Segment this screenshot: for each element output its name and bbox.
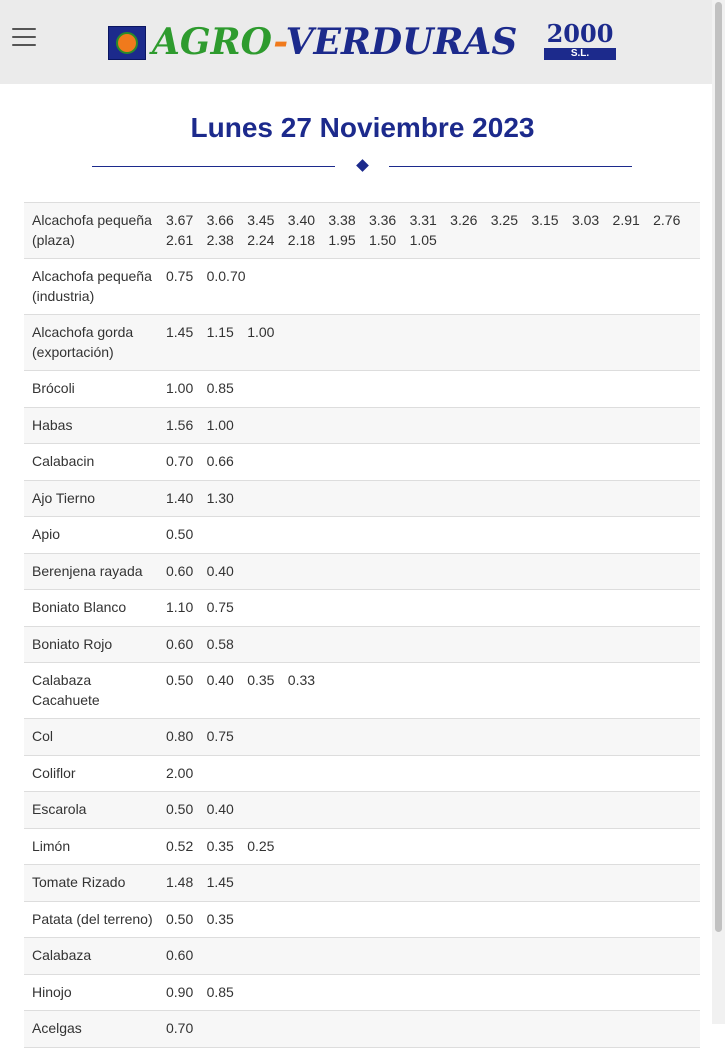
price-value: 0.70 — [166, 453, 194, 469]
product-name: Coliflor — [24, 755, 158, 792]
table-row — [24, 315, 700, 371]
price-value: 0.50 — [166, 910, 194, 927]
table-row — [24, 444, 700, 481]
price-value: 1.30 — [206, 489, 234, 506]
price-value: 2.76 — [653, 212, 681, 228]
product-prices — [158, 755, 700, 792]
table-row — [24, 865, 700, 902]
price-value: 3.66 — [206, 212, 234, 228]
price-value: 3.36 — [368, 212, 397, 228]
table-row — [24, 203, 700, 259]
table-row — [24, 719, 700, 756]
product-name: Calabaza Cacahuete — [24, 663, 158, 719]
product-prices — [158, 1011, 700, 1048]
price-value: 0.35 — [206, 837, 234, 854]
product-name: Tomate Rizado — [24, 865, 158, 902]
product-name: Calabaza — [24, 938, 158, 975]
price-value: 2.61 — [166, 231, 194, 248]
table-row — [24, 480, 700, 517]
price-table — [24, 202, 700, 1048]
product-name: Hinojo — [24, 974, 158, 1011]
price-value: 2.18 — [287, 231, 316, 248]
product-name: Patata (del terreno) — [24, 901, 158, 938]
price-value: 1.15 — [206, 324, 234, 340]
product-prices — [158, 480, 700, 517]
table-row — [24, 792, 700, 829]
price-value: 0.60 — [166, 947, 194, 963]
table-row — [24, 974, 700, 1011]
price-value: 0.90 — [166, 983, 194, 1000]
table-row — [24, 626, 700, 663]
product-prices — [158, 517, 700, 554]
product-name: Alcachofa gorda (exportación) — [24, 315, 158, 371]
product-name: Habas — [24, 407, 158, 444]
price-value: 1.10 — [166, 599, 194, 615]
price-value: 0.35 — [206, 910, 234, 927]
price-value: 0.52 — [166, 837, 194, 854]
price-value: 0.80 — [166, 728, 194, 744]
price-value: 0.75 — [206, 728, 234, 744]
price-value: 1.00 — [247, 324, 275, 340]
price-value: 0.50 — [166, 672, 194, 688]
product-prices — [158, 590, 700, 627]
product-name: Ajo Tierno — [24, 480, 158, 517]
price-value: 0.75 — [166, 268, 194, 284]
table-row — [24, 259, 700, 315]
table-row — [24, 371, 700, 408]
product-prices — [158, 259, 700, 315]
product-name: Boniato Blanco — [24, 590, 158, 627]
price-value: 0.40 — [206, 672, 234, 688]
site-logo[interactable] — [108, 19, 618, 63]
price-value: 2.38 — [206, 231, 234, 248]
product-prices — [158, 626, 700, 663]
product-prices — [158, 444, 700, 481]
product-name: Col — [24, 719, 158, 756]
table-row — [24, 755, 700, 792]
logo-year: 2000 S.L. — [544, 22, 616, 60]
price-value: 0.60 — [166, 635, 194, 652]
product-name: Acelgas — [24, 1011, 158, 1048]
table-row — [24, 517, 700, 554]
product-name: Escarola — [24, 792, 158, 829]
table-row — [24, 663, 700, 719]
price-value: 2.91 — [612, 212, 640, 228]
price-value: 3.25 — [490, 212, 518, 228]
table-row — [24, 901, 700, 938]
product-prices — [158, 974, 700, 1011]
price-value: 0.0.70 — [206, 268, 246, 284]
table-row — [24, 828, 700, 865]
title-divider — [92, 160, 632, 172]
product-prices — [158, 407, 700, 444]
logo-emblem-icon — [108, 26, 146, 60]
price-value: 0.70 — [166, 1020, 194, 1036]
price-value: 3.67 — [166, 212, 194, 228]
price-value: 3.45 — [247, 212, 275, 228]
table-row — [24, 590, 700, 627]
site-header — [0, 0, 712, 84]
price-value: 0.58 — [206, 635, 234, 652]
product-prices — [158, 901, 700, 938]
price-value: 3.15 — [531, 212, 559, 228]
product-prices — [158, 719, 700, 756]
price-value: 2.24 — [247, 231, 275, 248]
product-prices — [158, 371, 700, 408]
product-name: Alcachofa pequeña (industria) — [24, 259, 158, 315]
price-value: 1.45 — [206, 874, 234, 890]
price-value: 0.25 — [247, 837, 275, 854]
price-value: 0.50 — [166, 801, 194, 817]
price-value: 3.31 — [409, 212, 437, 228]
price-value: 3.03 — [571, 212, 600, 228]
table-row — [24, 553, 700, 590]
price-value: 0.35 — [247, 672, 275, 688]
hamburger-menu-icon[interactable] — [12, 28, 36, 46]
price-value: 0.50 — [166, 526, 194, 542]
price-value: 0.66 — [206, 453, 234, 469]
price-value: 2.00 — [166, 764, 194, 781]
price-value: 1.95 — [328, 231, 356, 248]
price-value: 1.00 — [166, 380, 194, 396]
product-prices — [158, 792, 700, 829]
product-name: Alcachofa pequeña (plaza) — [24, 203, 158, 259]
product-name: Berenjena rayada — [24, 553, 158, 590]
price-value: 1.48 — [166, 874, 194, 890]
logo-wordmark: AGRO-VERDURAS — [152, 21, 518, 63]
product-name: Brócoli — [24, 371, 158, 408]
price-value: 1.00 — [206, 416, 234, 433]
table-row — [24, 938, 700, 975]
product-name: Limón — [24, 828, 158, 865]
price-value: 1.56 — [166, 416, 194, 433]
price-value: 3.38 — [328, 212, 356, 228]
table-row — [24, 1011, 700, 1048]
price-value: 1.40 — [166, 489, 194, 506]
price-value: 0.33 — [287, 672, 316, 688]
product-prices — [158, 865, 700, 902]
product-prices — [158, 663, 700, 719]
price-value: 0.60 — [166, 562, 194, 579]
price-value: 0.85 — [206, 983, 234, 1000]
product-prices — [158, 315, 700, 371]
product-name: Boniato Rojo — [24, 626, 158, 663]
product-name: Calabacin — [24, 444, 158, 481]
product-prices — [158, 938, 700, 975]
price-value: 3.40 — [287, 212, 316, 228]
price-value: 0.75 — [206, 599, 234, 615]
table-row — [24, 407, 700, 444]
price-value: 0.85 — [206, 380, 234, 396]
product-prices — [158, 203, 700, 259]
product-prices — [158, 553, 700, 590]
price-value: 1.45 — [166, 324, 194, 340]
price-value: 0.40 — [206, 562, 234, 579]
diamond-icon — [356, 159, 369, 172]
price-value: 1.50 — [368, 231, 397, 248]
page-scrollbar[interactable] — [712, 0, 725, 1024]
product-prices — [158, 828, 700, 865]
price-value: 1.05 — [409, 231, 437, 248]
price-value: 0.40 — [206, 801, 234, 817]
price-value: 3.26 — [450, 212, 478, 228]
page-title: Lunes 27 Noviembre 2023 — [190, 112, 535, 143]
product-name: Apio — [24, 517, 158, 554]
